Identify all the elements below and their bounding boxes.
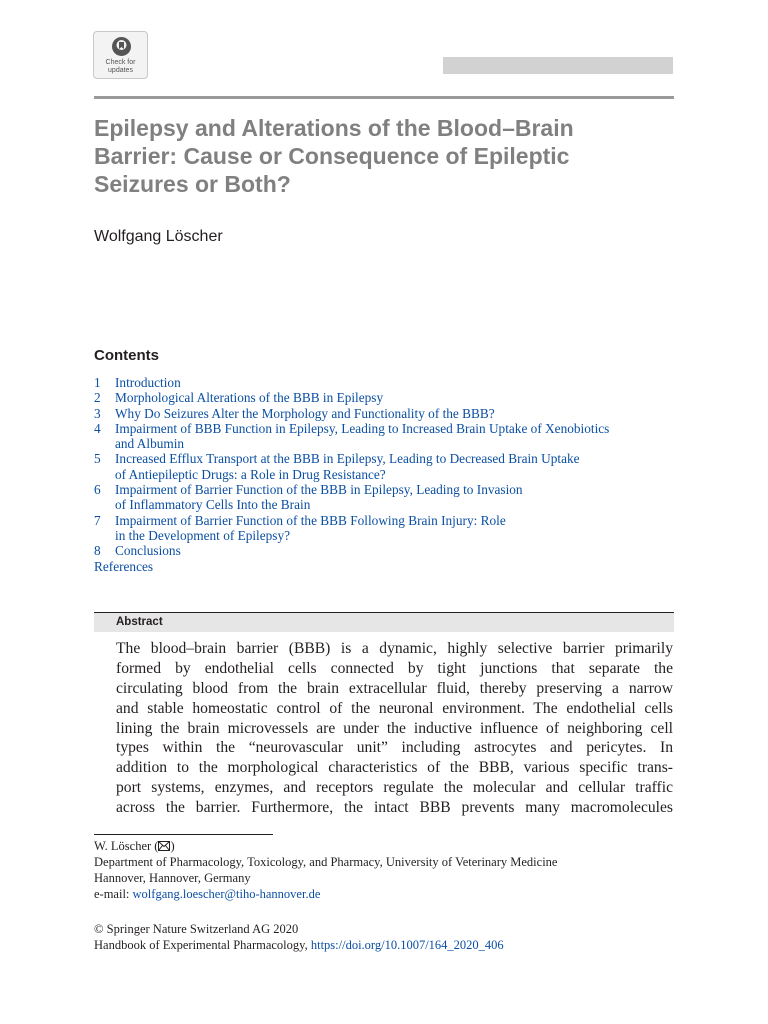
check-for-updates-badge[interactable]: [93, 31, 148, 79]
toc-link[interactable]: Impairment of Barrier Function of the BBB Following Brain Injury: Role: [115, 512, 506, 528]
bookmark-check-icon: [111, 36, 132, 57]
toc-link[interactable]: Increased Efflux Transport at the BBB in Epilepsy, Leading to Decreased Brain Uptake: [115, 451, 580, 467]
toc-link[interactable]: Conclusions: [115, 543, 181, 559]
city: Hannover, Hannover, Germany: [94, 871, 251, 885]
toc-number: 8: [94, 543, 101, 559]
department: Department of Pharmacology, Toxicology, and Pharmacy, University of Veterinary Medicine: [94, 855, 558, 869]
abstract-text: [116, 639, 673, 818]
toc-number: 1: [94, 375, 101, 390]
abstract-line: across the barrier. Furthermore, the intact BBB prevents many macromolecules: [116, 799, 673, 817]
toc-entry-2[interactable]: [94, 390, 674, 405]
toc-number: 7: [94, 512, 101, 528]
toc-link[interactable]: Introduction: [115, 375, 181, 390]
abstract-line: formed by endothelial cells connected by tight junctions that separate the: [116, 659, 673, 677]
copyright-line: © Springer Nature Switzerland AG 2020: [94, 922, 299, 936]
toc-entry-8[interactable]: [94, 543, 674, 558]
abstract-line: types within the “neurovascular unit” including astrocytes and pericytes. In: [116, 739, 673, 757]
toc-entry-7[interactable]: [94, 513, 674, 544]
toc-link-continuation[interactable]: of Antiepileptic Drugs: a Role in Drug Resistance?: [115, 466, 386, 482]
chapter-title: [94, 114, 674, 198]
toc-number: 5: [94, 451, 101, 467]
email-link[interactable]: wolfgang.loescher@tiho-hannover.de: [132, 887, 321, 901]
abstract-label: Abstract: [94, 613, 674, 632]
toc-link-continuation[interactable]: and Albumin: [115, 436, 185, 452]
copyright-block: [94, 921, 674, 953]
toc-references-link[interactable]: References: [94, 558, 154, 574]
corresponding-author: W. Löscher ( ): [94, 839, 175, 853]
toc-entry-5[interactable]: [94, 451, 674, 482]
table-of-contents: [94, 375, 674, 574]
author-name: Wolfgang Löscher: [94, 228, 223, 245]
toc-link-continuation[interactable]: in the Development of Epilepsy?: [115, 527, 291, 543]
toc-entry-1[interactable]: [94, 375, 674, 390]
abstract-line: lining the brain microvessels are under the inductive influence of neighboring cell: [116, 719, 673, 737]
doi-link[interactable]: https://doi.org/10.1007/164_2020_406: [310, 938, 504, 952]
toc-link[interactable]: Morphological Alterations of the BBB in Epilepsy: [115, 390, 384, 406]
toc-link[interactable]: Impairment of Barrier Function of the BBB in Epilepsy, Leading to Invasion: [115, 482, 523, 498]
abstract-line: port systems, enzymes, and receptors regulate the molecular and cellular traffic: [116, 779, 673, 797]
toc-link[interactable]: Impairment of BBB Function in Epilepsy, Leading to Increased Brain Uptake of Xenobiotics: [115, 420, 610, 436]
handbook-line: Handbook of Experimental Pharmacology, https://doi.org/10.1007/164_2020_406: [94, 938, 504, 952]
toc-number: 2: [94, 390, 101, 406]
toc-entry-3[interactable]: [94, 406, 674, 421]
abstract-line: circulating blood from the brain extracellular fluid, thereby preserving a narrow: [116, 679, 673, 697]
abstract-line: The blood–brain barrier (BBB) is a dynamic, highly selective barrier primarily: [116, 640, 673, 657]
header-bar: [443, 57, 673, 74]
toc-entry-6[interactable]: [94, 482, 674, 513]
toc-entry-4[interactable]: [94, 421, 674, 452]
footnote-rule: [94, 834, 273, 835]
toc-number: 3: [94, 405, 101, 421]
email-line: e-mail: wolfgang.loescher@tiho-hannover.de: [94, 887, 321, 901]
envelope-icon: [158, 841, 170, 851]
title-line-2: Barrier: Cause or Consequence of Epileptic: [94, 143, 570, 169]
toc-number: 6: [94, 482, 101, 498]
author-affiliation: [94, 838, 674, 902]
title-line-1: Epilepsy and Alterations of the Blood–Brain: [94, 115, 574, 141]
toc-link[interactable]: Why Do Seizures Alter the Morphology and Functionality of the BBB?: [115, 405, 495, 421]
title-line-3: Seizures or Both?: [94, 171, 291, 197]
toc-number: 4: [94, 420, 101, 436]
badge-label: Check for updates: [105, 59, 136, 74]
contents-heading: Contents: [94, 347, 159, 364]
header-rule: [94, 96, 674, 99]
abstract-line: and stable homeostatic control of the neuronal environment. The endothelial cells: [116, 699, 673, 717]
abstract-line: addition to the morphological characteristics of the BBB, various specific trans-: [116, 759, 673, 777]
toc-link-continuation[interactable]: of Inflammatory Cells Into the Brain: [115, 497, 311, 513]
